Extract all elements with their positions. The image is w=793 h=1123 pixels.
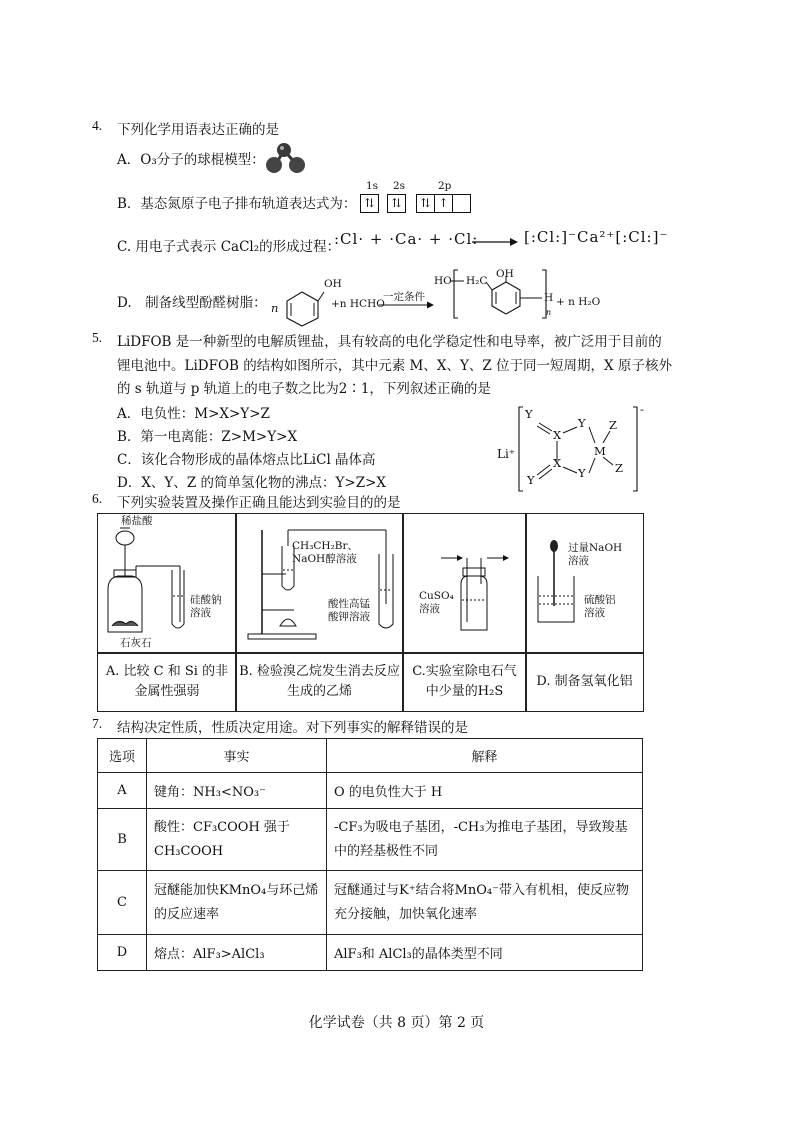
header-fact: 事实 xyxy=(147,739,327,773)
label-dilute-hcl: 稀盐酸 xyxy=(121,515,153,527)
caption-b: B. 检验溴乙烷发生消去反应生成的乙烯 xyxy=(235,652,404,712)
caption-c: C.实验室除电石气中少量的H₂S xyxy=(402,652,527,712)
apparatus-a-drawing xyxy=(98,514,236,653)
page-footer: 化学试卷（共 8 页）第 2 页 xyxy=(308,1015,485,1031)
cacl2-product: [:Cl:]⁻Ca²⁺[:Cl:]⁻ xyxy=(524,228,669,246)
label-bromoethane-naoh: CH₃CH₂Br、 NaOH醇溶液 xyxy=(292,540,359,565)
atom-y-top: Y xyxy=(525,407,533,421)
hcho-reagent: +n HCHO xyxy=(331,298,385,310)
label-aluminum-sulfate: 硫酸铝 溶液 xyxy=(584,594,616,619)
q4-option-b: B．基态氮原子电子排布轨道表达式为： xyxy=(117,196,357,212)
atom-x-top: X xyxy=(553,428,562,442)
atom-y-ring-top: Y xyxy=(578,416,586,430)
lithium-cation: Li⁺ xyxy=(497,447,516,461)
q5-option-d: D．X、Y、Z 的简单氢化物的沸点：Y>Z>X xyxy=(117,475,387,491)
orbital-box-1s: ⇅ xyxy=(360,194,379,213)
apparatus-b-drawing xyxy=(236,514,403,653)
apparatus-c-drawing xyxy=(403,514,526,653)
q4-option-a: A．O₃分子的球棍模型： xyxy=(117,152,265,168)
water-product: + n H₂O xyxy=(556,296,601,308)
q4-stem: 下列化学用语表达正确的是 xyxy=(117,122,279,138)
phenol-oh-label: OH xyxy=(324,278,342,290)
table-row xyxy=(98,809,643,871)
apparatus-d-drawing xyxy=(526,514,643,653)
q7-stem: 结构决定性质，性质决定用途。对下列事实的解释错误的是 xyxy=(117,720,468,736)
label-limestone: 石灰石 xyxy=(120,637,152,649)
orbital-box-2p-2: ↑ xyxy=(434,194,453,213)
apparatus-c xyxy=(402,513,527,654)
nitrogen-orbital-diagram xyxy=(356,180,476,216)
q6-number: 6. xyxy=(92,491,103,506)
row-explanation: -CF₃为吸电子基团，-CH₃为推电子基团，导致羧基中的羟基极性不同 xyxy=(327,809,643,871)
polymer-ho-label: HO xyxy=(434,275,452,287)
table-row xyxy=(98,935,643,971)
atom-x-bottom: X xyxy=(553,456,562,470)
q6-stem: 下列实验装置及操作正确且能达到实验目的的是 xyxy=(117,495,401,511)
table-row xyxy=(98,871,643,935)
atom-m: M xyxy=(594,444,606,458)
orbital-label-2p: 2p xyxy=(438,180,452,192)
apparatus-b xyxy=(235,513,404,654)
apparatus-a xyxy=(97,513,237,654)
orbital-box-2p-1: ⇅ xyxy=(416,194,435,213)
table-header-row xyxy=(98,739,643,773)
header-explanation: 解释 xyxy=(327,739,643,773)
caption-d: D. 制备氢氧化铝 xyxy=(525,652,644,712)
row-option: C xyxy=(98,871,147,935)
q4-option-d: D. 制备线型酚醛树脂： xyxy=(117,295,267,311)
polymer-h2c-label: H₂C xyxy=(466,275,488,287)
q7-table xyxy=(97,738,643,971)
orbital-box-2p-3 xyxy=(452,194,471,213)
q5-option-b: B．第一电离能：Z>M>Y>X xyxy=(117,429,298,445)
row-fact: 冠醚能加快KMnO₄与环己烯的反应速率 xyxy=(147,871,327,935)
row-explanation: AlF₃和 AlCl₃的晶体类型不同 xyxy=(327,935,643,971)
row-fact: 酸性：CF₃COOH 强于 CH₃COOH xyxy=(147,809,327,871)
atom-y-ring-bottom: Y xyxy=(578,466,586,480)
row-option: B xyxy=(98,809,147,871)
orbital-label-2s: 2s xyxy=(393,180,406,192)
anion-charge: - xyxy=(640,402,644,416)
q7-number: 7. xyxy=(92,716,103,731)
reaction-arrow-icon xyxy=(470,236,520,248)
atom-z-top: Z xyxy=(609,418,617,432)
q5-stem-line-3: 的 s 轨道与 p 轨道上的电子数之比为2∶1，下列叙述正确的是 xyxy=(117,381,491,397)
apparatus-d xyxy=(525,513,644,654)
phenolic-resin-structure xyxy=(450,268,550,326)
row-fact: 熔点：AlF₃>AlCl₃ xyxy=(147,935,327,971)
q4-option-c: C. 用电子式表示 CaCl₂的形成过程： xyxy=(117,239,341,255)
q5-stem-line-1: LiDFOB 是一种新型的电解质锂盐，具有较高的电化学稳定性和电导率，被广泛用于目前的 xyxy=(117,334,662,350)
label-sodium-silicate: 硅酸钠 溶液 xyxy=(190,594,222,619)
q5-option-a: A．电负性：M>X>Y>Z xyxy=(117,406,270,422)
caption-a: A. 比较 C 和 Si 的非金属性强弱 xyxy=(97,652,237,712)
polymer-reaction-arrow-icon xyxy=(378,300,436,310)
polymer-n: n xyxy=(546,308,552,317)
orbital-label-1s: 1s xyxy=(366,180,379,192)
header-option: 选项 xyxy=(98,739,147,773)
cacl2-reactants: :Cl· + ·Ca· + ·Cl: xyxy=(334,230,479,248)
polymer-end-h: H xyxy=(544,292,554,304)
table-row xyxy=(98,773,643,809)
q5-option-c: C．该化合物形成的晶体熔点比LiCl 晶体高 xyxy=(117,452,376,468)
atom-y-bottom: Y xyxy=(527,473,535,487)
phenol-coefficient: n xyxy=(271,301,279,315)
polymer-oh-label: OH xyxy=(496,268,514,280)
row-fact: 键角：NH₃<NO₃⁻ xyxy=(147,773,327,809)
orbital-box-2s: ⇅ xyxy=(387,194,406,213)
q5-number: 5. xyxy=(92,330,103,345)
row-option: A xyxy=(98,773,147,809)
row-explanation: 冠醚通过与K⁺结合将MnO₄⁻带入有机相，使反应物充分接触，加快氧化速率 xyxy=(327,871,643,935)
atom-z-bottom: Z xyxy=(615,461,623,475)
reaction-condition: 一定条件 xyxy=(383,291,425,303)
q4-number: 4. xyxy=(92,118,103,133)
row-option: D xyxy=(98,935,147,971)
label-excess-naoh: 过量NaOH 溶液 xyxy=(568,542,623,567)
q5-stem-line-2: 锂电池中。LiDFOB 的结构如图所示，其中元素 M、X、Y、Z 位于同一短周期，X 原子核外 xyxy=(117,358,672,374)
row-explanation: O 的电负性大于 H xyxy=(327,773,643,809)
label-acidic-kmno4: 酸性高锰 酸钾溶液 xyxy=(328,598,370,623)
o3-ball-stick-model xyxy=(262,140,310,176)
label-cuso4-solution: CuSO₄ 溶液 xyxy=(419,590,454,615)
